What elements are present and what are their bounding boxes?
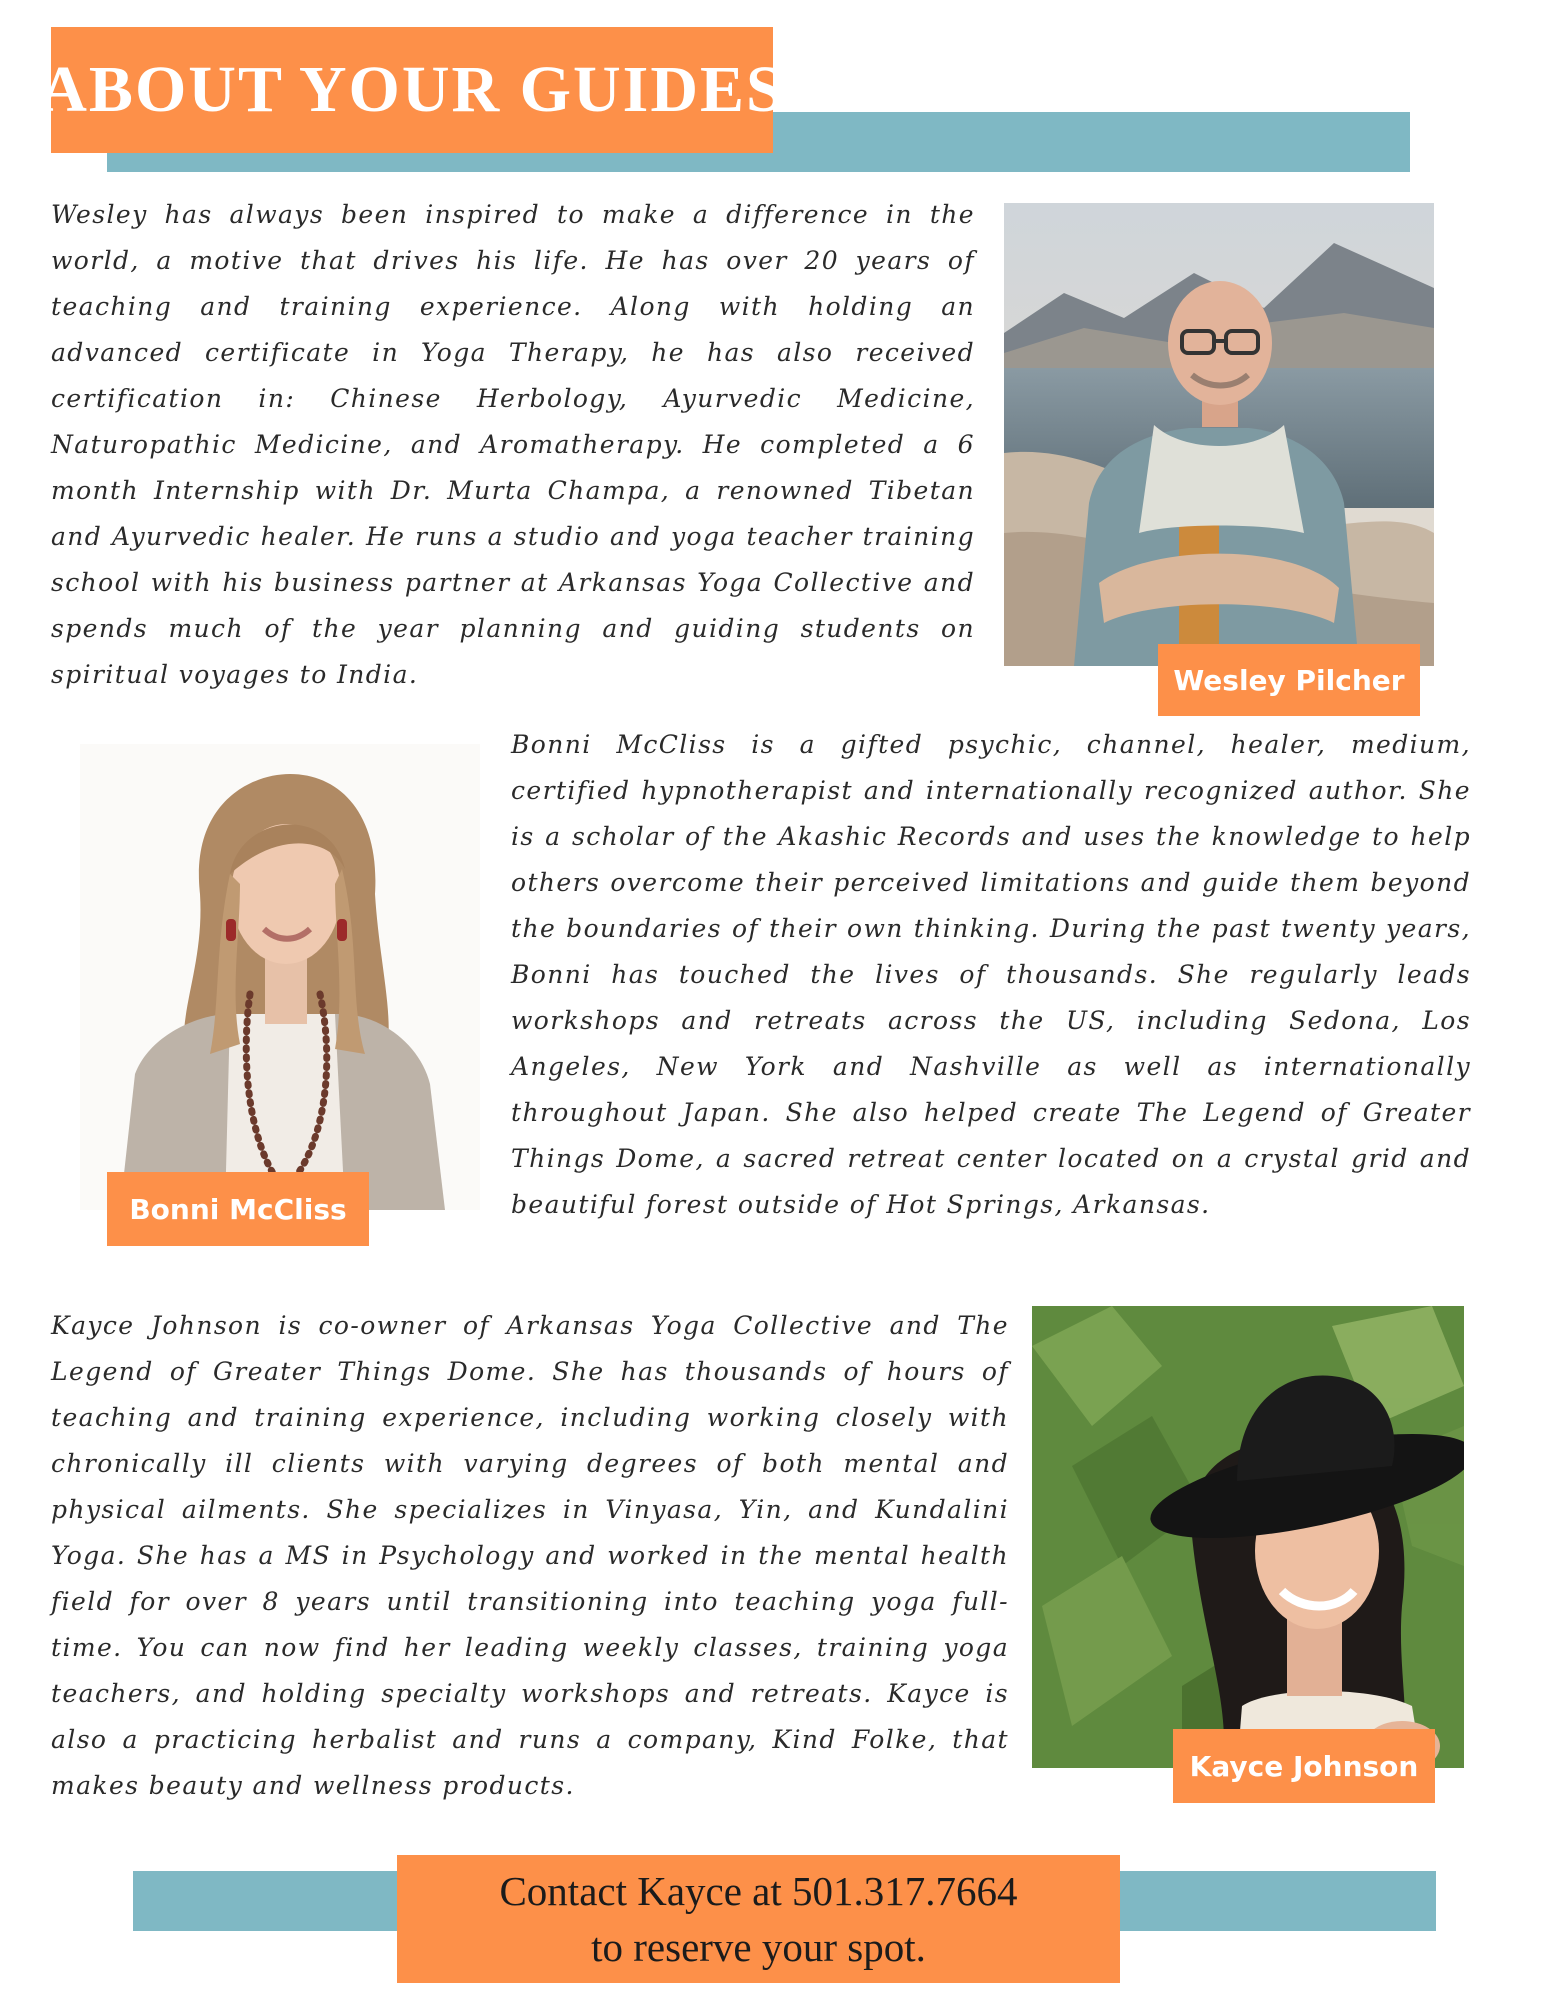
header-banner [39,27,785,153]
guide-photo-kayce [1032,1306,1464,1768]
contact-line: Contact Kayce at 501.317.7664 [499,1868,1018,1914]
guide-name-tag-wesley: Wesley Pilcher [1158,644,1420,716]
guide-bio-bonni: Bonni McCliss is a gifted psychic, channel, healer, medium, certified hypnotherapist and internationally recognized author. She is a scholar of the Akashic Records and uses the knowledge to help others overcome their perceived limitations and guide them beyond the boundaries of their own thinking. During the past twenty years, Bonni has touched the lives of thousands. She regularly leads workshops and retreats across the US, including Sedona, Los Angeles, New York and Nashville as well as internationally throughout Japan. She also helped create The Legend of Greater Things Dome, a sacred retreat center located on a crystal grid and beautiful forest outside of Hot Springs, Arkansas. [511,730,1471,1219]
reserve-line: to reserve your spot. [591,1924,926,1970]
guide-name-tag-bonni: Bonni McCliss [107,1172,369,1246]
guide-bio-wesley: Wesley has always been inspired to make a difference in the world, a motive that drives his life. He has over 20 years of teaching and training experience. Along with holding an advanced certificate in Yoga Therapy, he has also received certification in: Chinese Herbology, Ayurvedic Medicine, Naturopathic Medicine, and Aromatherapy. He completed a 6 month Internship with Dr. Murta Champa, a renowned Tibetan and Ayurvedic healer. He runs a studio and yoga teacher training school with his business partner at Arkansas Yoga Collective and spends much of the year planning and guiding students on spiritual voyages to India. [51,200,975,689]
guide-photo-wesley [1004,203,1434,666]
guide-photo-bonni [80,744,480,1210]
guide-bio-kayce: Kayce Johnson is co-owner of Arkansas Yoga Collective and The Legend of Greater Things Dome. She has thousands of hours of teaching and training experience, including working closely with chronically ill clients with varying degrees of both mental and physical ailments. She specializes in Vinyasa, Yin, and Kundalini Yoga. She has a MS in Psychology and worked in the mental health field for over 8 years until transitioning into teaching yoga full-time. You can now find her leading weekly classes, training yoga teachers, and holding specialty workshops and retreats. Kayce is also a practicing herbalist and runs a company, Kind Folke, that makes beauty and wellness products. [51,1311,1009,1800]
guide-name-tag-kayce: Kayce Johnson [1173,1729,1435,1803]
contact-banner [397,1855,1120,1983]
page-title: ABOUT YOUR GUIDES [39,53,785,126]
